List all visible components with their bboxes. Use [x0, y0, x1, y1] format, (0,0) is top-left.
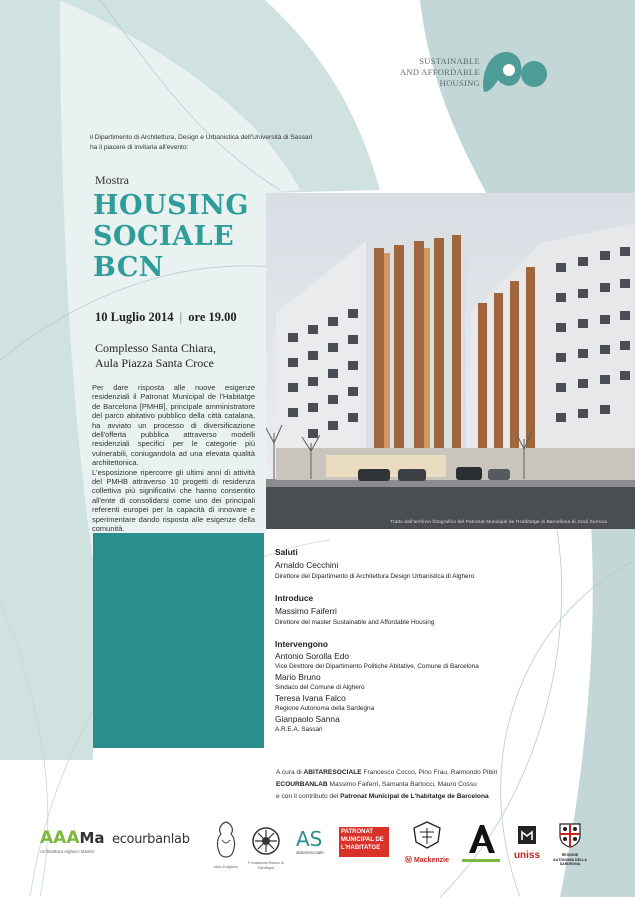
introduce-role: Direttore del master Sustainable and Affordable Housing	[275, 619, 435, 626]
speaker-role: A.R.E.A. Sassari	[275, 726, 323, 733]
venue-line2: Aula Piazza Santa Croce	[95, 356, 214, 370]
uniss-text: uniss	[513, 850, 541, 861]
brand-wordmark	[372, 56, 480, 89]
a-mark-bar	[462, 859, 500, 862]
teal-color-block	[93, 533, 264, 748]
logo-mackenzie	[400, 820, 454, 865]
mackenzie-label	[400, 855, 454, 865]
logo-alghero	[210, 820, 242, 869]
patronat-line2: MUNICIPAL DE	[341, 837, 384, 843]
venue-line1: Complesso Santa Chiara,	[95, 341, 216, 355]
event-title	[93, 190, 249, 283]
date-separator: |	[179, 310, 183, 324]
as-caption: abitaresociale	[296, 850, 324, 855]
program-section	[275, 547, 605, 734]
event-kind: Mostra	[95, 173, 129, 187]
event-date: 10 Luglio 2014	[95, 310, 174, 324]
event-venue	[95, 341, 216, 371]
introduce-heading: Introduce	[275, 593, 314, 603]
aaa-ma: Ma	[79, 829, 105, 847]
introduce-name: Massimo Faiferri	[275, 606, 337, 616]
speaker-name: Teresa Ivana Falco	[275, 693, 346, 703]
logo-fondazione	[248, 826, 284, 871]
credits-org-ecourbanlab: ECOURBANLAB	[276, 781, 328, 788]
credits-names-1: Francesco Cocco, Pino Frau, Raimondo Pibiri	[363, 769, 498, 776]
description-paragraph-1: Per dare risposta alle nuove esigenze residenziali il Patronat Municipal de l'Habitatge de Barcelona [PMHB], principale amministratore del parco abitativo pubblico della città catalana, ha avviato un processo di diversificazione dell'offerta pubblica attraverso modelli residenziali specifici per le categorie più vulnerabili, coniugandola ad una elevata qualità architettonica.	[92, 383, 255, 468]
brand-line3: HOUSING	[439, 78, 480, 88]
patronat-line1: PATRONAT	[341, 829, 373, 835]
brand-logo-icon	[480, 48, 550, 94]
event-time: ore 19.00	[188, 310, 237, 324]
photo-caption: Tratto dall'archivio fotografico del Patronat Municipal de l'Habitatge di Barcellona di Jordi Surroca	[390, 519, 608, 524]
intro-line2: ha il piacere di invitarla all'evento:	[90, 144, 189, 151]
brand-line2: AND AFFORDABLE	[399, 67, 480, 77]
aaa-caption: Architettura Alghero Master	[40, 849, 95, 854]
alghero-caption: città di alghero	[213, 865, 239, 869]
title-line3: BCN	[93, 252, 164, 283]
uniss-emblem-icon	[516, 824, 538, 846]
saluti-name: Arnaldo Cecchini	[275, 560, 339, 570]
speaker-role: Sindaco del Comune di Alghero	[275, 684, 365, 691]
event-description	[92, 383, 255, 534]
credits-prefix: A cura di	[276, 769, 302, 776]
logo-aaa-ma	[40, 828, 112, 854]
as-letters: AS	[296, 827, 323, 851]
fondazione-caption: Fondazione Banco di Sardegna	[248, 861, 284, 870]
building-illustration	[266, 193, 635, 529]
saluti-role: Direttore del Dipartimento di Architettura Design Urbanistica di Alghero	[275, 573, 475, 580]
patronat-line3: L'HABITATGE	[341, 845, 381, 851]
mackenzie-crest-icon	[410, 820, 444, 850]
mackenzie-m-icon: Ⓜ	[405, 857, 412, 864]
saluti-heading: Saluti	[275, 547, 298, 557]
aaa-letters: AAA	[40, 828, 80, 848]
building-photo	[266, 193, 635, 529]
credits-names-2: Massimo Faiferri, Samanta Bartocci, Mauro Cossu	[329, 781, 477, 788]
intro-line1: il Dipartimento di Architettura, Design e Urbanistica dell'Università di Sassari	[90, 134, 313, 141]
speaker-name: Antonio Sorolla Edo	[275, 651, 350, 661]
sardegna-shield-icon	[558, 822, 582, 848]
logo-patronat	[339, 827, 389, 857]
title-line2: SOCIALE	[93, 221, 235, 252]
speaker-name: Mario Bruno	[275, 672, 321, 682]
credits-line1	[276, 767, 606, 779]
credits-org-abitaresociale: ABITARESOCIALE	[303, 769, 362, 776]
ras-caption: REGIONE AUTONOMA DELLA SARDEGNA	[553, 853, 587, 867]
fondazione-emblem-icon	[251, 826, 281, 856]
sponsor-logos	[0, 820, 635, 890]
credits-line3	[276, 791, 606, 803]
logo-regione-sardegna	[551, 822, 589, 867]
title-line1: HOUSING	[93, 190, 249, 221]
intro-text	[90, 133, 360, 153]
event-date-time	[95, 310, 237, 325]
speaker-list	[275, 651, 605, 733]
credits-org-patronat: Patronat Municipal de L'habitatge de Barcelona	[340, 793, 489, 800]
intervengono-heading: Intervengono	[275, 639, 329, 649]
logo-ecourbanlab: ecourbanlab	[112, 832, 190, 847]
mackenzie-text: Mackenzie	[413, 857, 449, 864]
description-paragraph-2: L'esposizione ripercorre gli ultimi anni di attività del PMHB attraverso 10 progetti di residenza collettiva più significativi che hanno consentito all'ente di consolidarsi come uno dei principali referenti europei per la capacità di innovare e sperimentare dando risposta alle esigenze della comunità.	[92, 467, 255, 534]
logo-a-mark	[458, 824, 504, 862]
alghero-figure-icon	[212, 820, 240, 860]
a-letter-icon	[466, 824, 496, 854]
speaker-role: Vice Direttore del Dipartimento Politiche Abitative, Comune di Barcelona	[275, 663, 479, 670]
logo-uniss	[510, 824, 544, 861]
credits-contrib-prefix: e con il contributo del	[276, 793, 339, 800]
speaker-role: Regione Autonoma della Sardegna	[275, 705, 375, 712]
logo-abitaresociale	[296, 828, 330, 855]
credits-line2	[276, 779, 606, 791]
speaker-name: Gianpaolo Sanna	[275, 714, 340, 724]
credits-section	[276, 767, 606, 803]
brand-line1: SUSTAINABLE	[419, 56, 480, 66]
